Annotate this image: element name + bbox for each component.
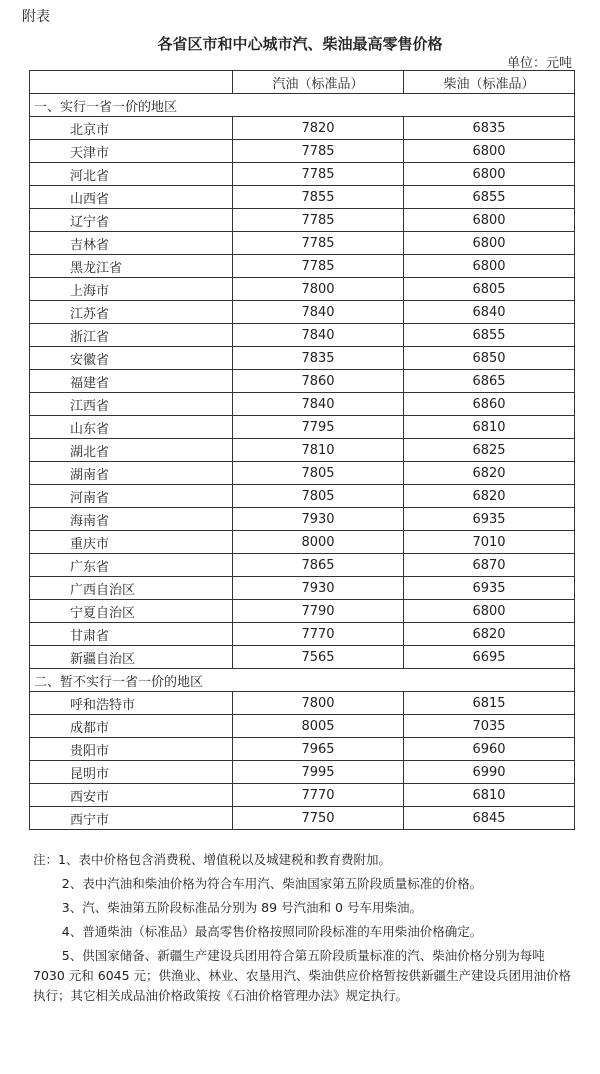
gasoline-price-cell: 7855 (233, 186, 404, 209)
gasoline-price-cell: 7795 (233, 416, 404, 439)
diesel-price-cell: 6865 (404, 370, 575, 393)
diesel-price-cell: 6810 (404, 784, 575, 807)
gasoline-price-cell: 7800 (233, 278, 404, 301)
diesel-price-cell: 6825 (404, 439, 575, 462)
diesel-price-cell: 6800 (404, 232, 575, 255)
gasoline-price-cell: 8005 (233, 715, 404, 738)
table-row (30, 140, 575, 163)
gasoline-price-cell: 7995 (233, 761, 404, 784)
footnote: 5、供国家储备、新疆生产建设兵团用符合第五阶段质量标准的汽、柴油价格分别为每吨 7030 元和 6045 元；供渔业、林业、农垦用汽、柴油供应价格暂按供新疆生产建设兵团用油价格执行；其它相关成品油价格政策按《石油价格管理办法》规定执行。 (33, 948, 572, 1003)
table-row (30, 577, 575, 600)
diesel-price-cell: 6810 (404, 416, 575, 439)
table-row (30, 186, 575, 209)
section-title: 二、暂不实行一省一价的地区 (30, 669, 575, 692)
section-row (30, 94, 575, 117)
region-cell: 昆明市 (30, 761, 233, 784)
gasoline-price-cell: 7805 (233, 485, 404, 508)
gasoline-price-cell: 7820 (233, 117, 404, 140)
table-row (30, 117, 575, 140)
diesel-price-cell: 6845 (404, 807, 575, 830)
column-header-diesel: 柴油（标准品） (404, 71, 575, 94)
table-row (30, 738, 575, 761)
diesel-price-cell: 6805 (404, 278, 575, 301)
diesel-price-cell: 6935 (404, 508, 575, 531)
diesel-price-cell: 6960 (404, 738, 575, 761)
table-row (30, 416, 575, 439)
region-cell: 广西自治区 (30, 577, 233, 600)
table-row (30, 485, 575, 508)
gasoline-price-cell: 7810 (233, 439, 404, 462)
region-cell: 江西省 (30, 393, 233, 416)
region-cell: 福建省 (30, 370, 233, 393)
region-cell: 江苏省 (30, 301, 233, 324)
region-cell: 吉林省 (30, 232, 233, 255)
table-row (30, 784, 575, 807)
section-row (30, 669, 575, 692)
region-cell: 黑龙江省 (30, 255, 233, 278)
table-row (30, 761, 575, 784)
table-row (30, 692, 575, 715)
table-row (30, 439, 575, 462)
table-row (30, 301, 575, 324)
diesel-price-cell: 6820 (404, 623, 575, 646)
footnote: 注：1、表中价格包含消费税、增值税以及城建税和教育费附加。 (33, 852, 391, 867)
gasoline-price-cell: 7805 (233, 462, 404, 485)
region-cell: 甘肃省 (30, 623, 233, 646)
region-cell: 天津市 (30, 140, 233, 163)
region-cell: 西宁市 (30, 807, 233, 830)
gasoline-price-cell: 7930 (233, 508, 404, 531)
gasoline-price-cell: 7865 (233, 554, 404, 577)
region-cell: 成都市 (30, 715, 233, 738)
diesel-price-cell: 6820 (404, 485, 575, 508)
gasoline-price-cell: 7785 (233, 255, 404, 278)
footnote: 4、普通柴油（标准品）最高零售价格按照同阶段标准的车用柴油价格确定。 (61, 924, 483, 939)
gasoline-price-cell: 7785 (233, 232, 404, 255)
diesel-price-cell: 6850 (404, 347, 575, 370)
table-row (30, 531, 575, 554)
diesel-price-cell: 6855 (404, 186, 575, 209)
table-row (30, 370, 575, 393)
table-row (30, 646, 575, 669)
gasoline-price-cell: 7565 (233, 646, 404, 669)
footnotes (33, 850, 573, 1010)
region-cell: 山西省 (30, 186, 233, 209)
diesel-price-cell: 6840 (404, 301, 575, 324)
table-row (30, 278, 575, 301)
gasoline-price-cell: 7785 (233, 140, 404, 163)
gasoline-price-cell: 7930 (233, 577, 404, 600)
table-row (30, 554, 575, 577)
table-row (30, 347, 575, 370)
region-cell: 海南省 (30, 508, 233, 531)
page-title: 各省区市和中心城市汽、柴油最高零售价格 (157, 35, 443, 53)
table-row (30, 163, 575, 186)
gasoline-price-cell: 7790 (233, 600, 404, 623)
diesel-price-cell: 6820 (404, 462, 575, 485)
table-header-row (30, 71, 575, 94)
diesel-price-cell: 6835 (404, 117, 575, 140)
table-row (30, 255, 575, 278)
gasoline-price-cell: 7770 (233, 784, 404, 807)
gasoline-price-cell: 8000 (233, 531, 404, 554)
gasoline-price-cell: 7965 (233, 738, 404, 761)
table-row (30, 462, 575, 485)
region-cell: 宁夏自治区 (30, 600, 233, 623)
diesel-price-cell: 7035 (404, 715, 575, 738)
table-row (30, 623, 575, 646)
gasoline-price-cell: 7785 (233, 163, 404, 186)
diesel-price-cell: 6855 (404, 324, 575, 347)
diesel-price-cell: 6800 (404, 209, 575, 232)
region-cell: 辽宁省 (30, 209, 233, 232)
diesel-price-cell: 7010 (404, 531, 575, 554)
gasoline-price-cell: 7785 (233, 209, 404, 232)
table-row (30, 209, 575, 232)
gasoline-price-cell: 7800 (233, 692, 404, 715)
diesel-price-cell: 6870 (404, 554, 575, 577)
region-cell: 呼和浩特市 (30, 692, 233, 715)
diesel-price-cell: 6800 (404, 163, 575, 186)
region-cell: 河南省 (30, 485, 233, 508)
region-cell: 浙江省 (30, 324, 233, 347)
region-cell: 上海市 (30, 278, 233, 301)
table-row (30, 508, 575, 531)
gasoline-price-cell: 7835 (233, 347, 404, 370)
region-cell: 湖北省 (30, 439, 233, 462)
attachment-label: 附表 (22, 9, 50, 25)
region-cell: 贵阳市 (30, 738, 233, 761)
region-cell: 重庆市 (30, 531, 233, 554)
gasoline-price-cell: 7840 (233, 393, 404, 416)
region-cell: 河北省 (30, 163, 233, 186)
diesel-price-cell: 6990 (404, 761, 575, 784)
region-cell: 湖南省 (30, 462, 233, 485)
gasoline-price-cell: 7840 (233, 324, 404, 347)
column-header-gasoline: 汽油（标准品） (233, 71, 404, 94)
footnote: 2、表中汽油和柴油价格为符合车用汽、柴油国家第五阶段质量标准的价格。 (61, 876, 483, 891)
table-row (30, 807, 575, 830)
table-row (30, 600, 575, 623)
diesel-price-cell: 6800 (404, 140, 575, 163)
diesel-price-cell: 6860 (404, 393, 575, 416)
region-cell: 安徽省 (30, 347, 233, 370)
gasoline-price-cell: 7860 (233, 370, 404, 393)
gasoline-price-cell: 7840 (233, 301, 404, 324)
footnote: 3、汽、柴油第五阶段标准品分别为 89 号汽油和 0 号车用柴油。 (61, 900, 422, 915)
column-header-region (30, 71, 233, 94)
region-cell: 新疆自治区 (30, 646, 233, 669)
diesel-price-cell: 6935 (404, 577, 575, 600)
unit-label: 单位：元吨 (506, 56, 572, 71)
price-table (29, 70, 575, 830)
table-row (30, 393, 575, 416)
gasoline-price-cell: 7770 (233, 623, 404, 646)
table-row (30, 715, 575, 738)
gasoline-price-cell: 7750 (233, 807, 404, 830)
region-cell: 西安市 (30, 784, 233, 807)
diesel-price-cell: 6800 (404, 600, 575, 623)
table-row (30, 232, 575, 255)
table-row (30, 324, 575, 347)
diesel-price-cell: 6815 (404, 692, 575, 715)
diesel-price-cell: 6695 (404, 646, 575, 669)
diesel-price-cell: 6800 (404, 255, 575, 278)
region-cell: 山东省 (30, 416, 233, 439)
region-cell: 广东省 (30, 554, 233, 577)
section-title: 一、实行一省一价的地区 (30, 94, 575, 117)
region-cell: 北京市 (30, 117, 233, 140)
